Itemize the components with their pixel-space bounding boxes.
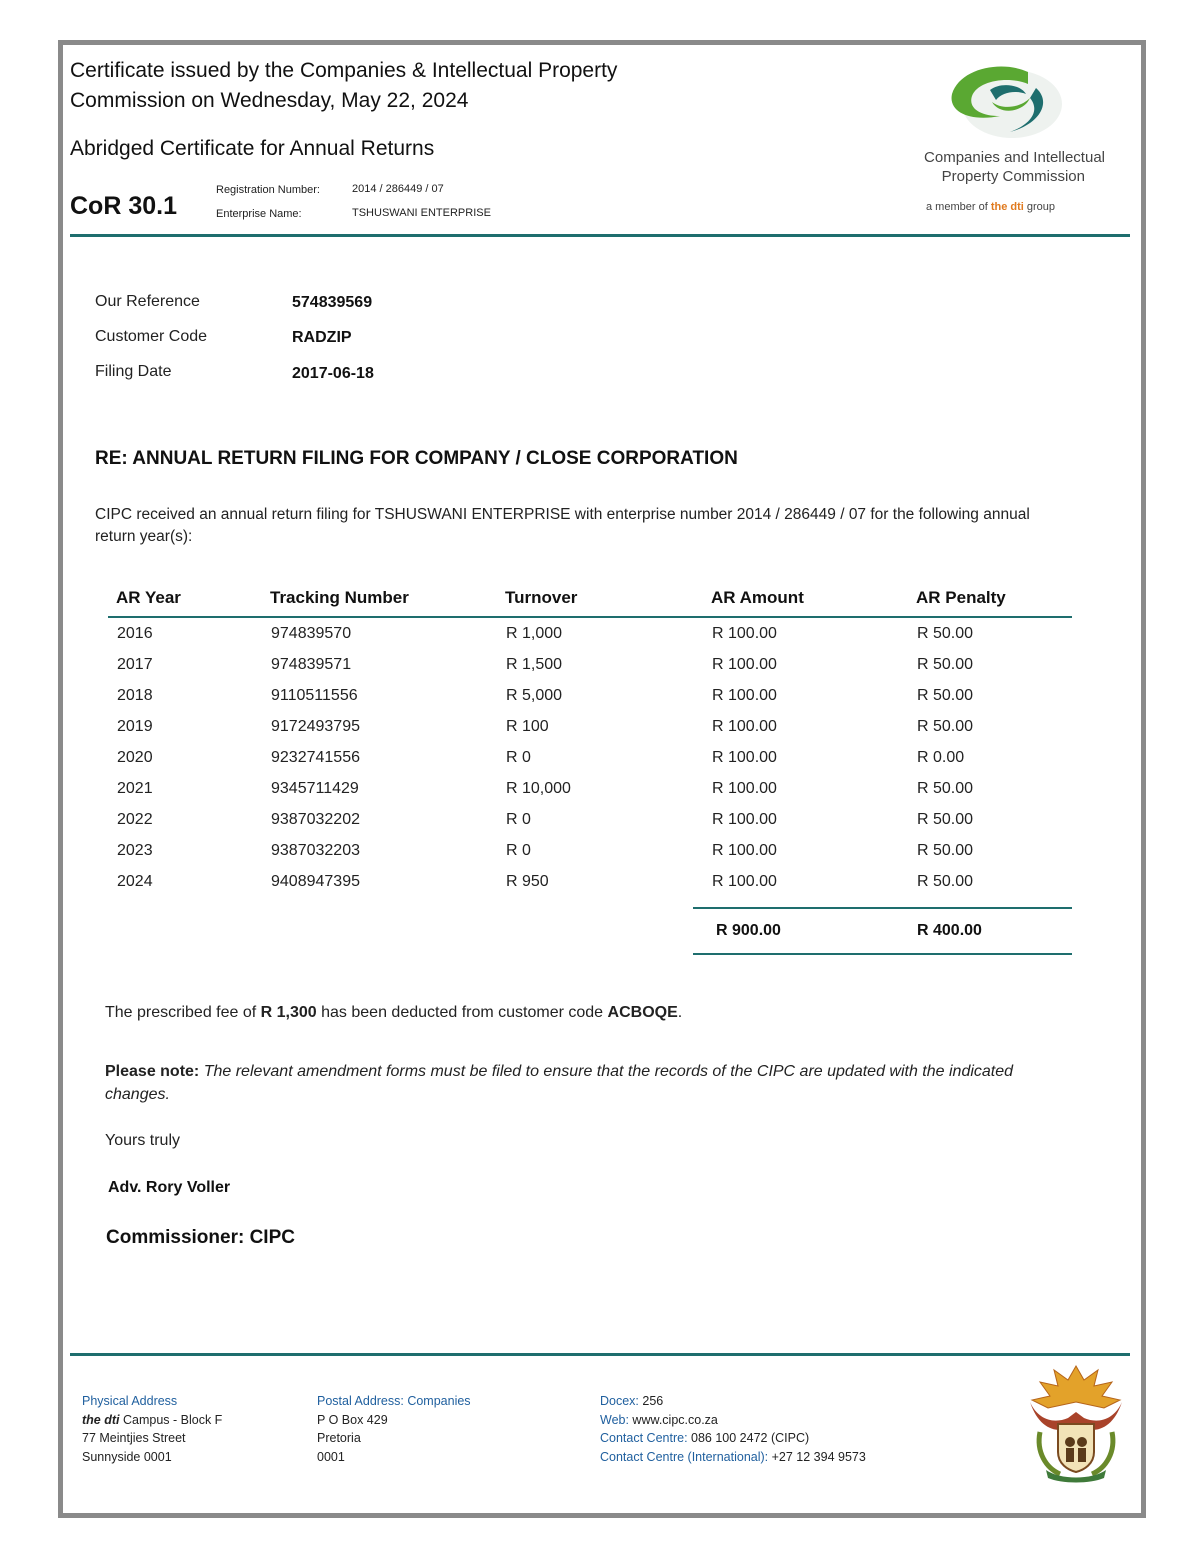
cell-turnover: R 5,000 [506, 686, 563, 704]
cell-tracking-number: 9408947395 [271, 872, 360, 890]
cell-ar-amount: R 100.00 [712, 686, 777, 704]
cipc-logo-icon [940, 54, 1070, 146]
cell-tracking-number: 9345711429 [271, 779, 359, 797]
physical-line-2: 77 Meintjies Street [82, 1431, 186, 1445]
cell-ar-penalty: R 50.00 [917, 841, 974, 859]
cell-tracking-number: 9387032202 [271, 810, 360, 828]
cell-ar-year: 2020 [117, 748, 153, 766]
docex-value: 256 [638, 1394, 664, 1408]
title-line-1: Certificate issued by the Companies & Intellectual Property [70, 59, 618, 82]
cell-turnover: R 0 [506, 841, 531, 859]
cell-ar-year: 2023 [117, 841, 153, 859]
customer-code-label: Customer Code [95, 328, 208, 345]
table-row [108, 711, 1072, 742]
col-ar-penalty: AR Penalty [908, 584, 1072, 617]
title-line-2: Commission on Wednesday, May 22, 2024 [70, 89, 469, 112]
cell-ar-amount: R 100.00 [712, 624, 777, 642]
contact-value: 086 100 2472 (CIPC) [687, 1431, 810, 1445]
physical-address [82, 1392, 222, 1466]
certificate-subtitle: Abridged Certificate for Annual Returns [70, 137, 435, 160]
cell-turnover: R 1,000 [506, 624, 563, 642]
cell-ar-year: 2024 [117, 872, 153, 890]
cell-ar-year: 2019 [117, 717, 153, 735]
cell-turnover: R 1,500 [506, 655, 563, 673]
cell-ar-penalty: R 50.00 [917, 686, 974, 704]
table-row [108, 617, 1072, 649]
member-tagline [926, 201, 1055, 213]
cell-ar-year: 2021 [117, 779, 153, 797]
postal-line-1: P O Box 429 [317, 1412, 388, 1427]
table-row [108, 742, 1072, 773]
annual-returns-table [108, 584, 1072, 897]
logo-line-2: Property Commission [941, 168, 1085, 185]
total-penalty: R 400.00 [917, 922, 982, 939]
cell-turnover: R 10,000 [506, 779, 571, 797]
docex-line [600, 1392, 866, 1411]
cell-ar-year: 2022 [117, 810, 153, 828]
cell-ar-amount: R 100.00 [712, 655, 777, 673]
table-row [108, 866, 1072, 897]
fee-middle: has been deducted from customer code [316, 1004, 608, 1021]
col-turnover: Turnover [497, 584, 703, 617]
cell-ar-penalty: R 50.00 [917, 655, 974, 673]
fee-amount: R 1,300 [260, 1004, 317, 1021]
cell-ar-amount: R 100.00 [712, 748, 777, 766]
cell-ar-penalty: R 0.00 [917, 748, 965, 766]
intl-contact-label: Contact Centre (International): [600, 1449, 769, 1464]
cell-ar-amount: R 100.00 [712, 841, 777, 859]
physical-line-3: Sunnyside 0001 [82, 1449, 172, 1464]
physical-line-1 [82, 1411, 222, 1430]
cell-tracking-number: 9172493795 [271, 717, 360, 735]
cell-turnover: R 0 [506, 810, 531, 828]
cell-ar-amount: R 100.00 [712, 717, 777, 735]
contact-label: Contact Centre: [600, 1431, 688, 1445]
note-label: Please note: [105, 1063, 200, 1080]
coat-of-arms-icon [1020, 1362, 1132, 1484]
please-note-paragraph [105, 1060, 1040, 1106]
member-suffix: group [1023, 201, 1056, 213]
total-rule-top [693, 907, 1072, 909]
postal-address-label: Postal Address: Companies [317, 1394, 471, 1408]
intro-paragraph: CIPC received an annual return filing for TSHUSWANI ENTERPRISE with enterprise number 2014 / 286449 / 07 for the following annual return year(s): [95, 506, 1030, 545]
contact-line [600, 1429, 866, 1448]
fee-paragraph [105, 1004, 682, 1022]
closing: Yours truly [105, 1132, 180, 1149]
cell-tracking-number: 9387032203 [271, 841, 360, 859]
registration-value: 2014 / 286449 / 07 [352, 183, 444, 195]
cell-ar-amount: R 100.00 [712, 779, 777, 797]
physical-address-label: Physical Address [82, 1394, 178, 1408]
cell-ar-penalty: R 50.00 [917, 872, 974, 890]
col-tracking-number: Tracking Number [262, 584, 497, 617]
logo-text [880, 148, 1105, 186]
certificate-title [70, 56, 617, 116]
col-ar-year: AR Year [108, 584, 262, 617]
cell-turnover: R 950 [506, 872, 549, 890]
enterprise-label: Enterprise Name: [216, 208, 302, 220]
cell-ar-penalty: R 50.00 [917, 717, 974, 735]
total-amount: R 900.00 [716, 922, 781, 939]
table-row [108, 773, 1072, 804]
cell-ar-year: 2017 [117, 655, 153, 673]
total-rule-bottom [693, 953, 1072, 955]
cell-ar-penalty: R 50.00 [917, 624, 974, 642]
cell-ar-penalty: R 50.00 [917, 779, 974, 797]
header-divider [70, 234, 1130, 237]
intl-contact-line [600, 1448, 866, 1467]
col-ar-amount: AR Amount [703, 584, 908, 617]
our-reference-value: 574839569 [292, 294, 373, 311]
cell-tracking-number: 9110511556 [271, 686, 358, 704]
filing-date-value: 2017-06-18 [292, 365, 374, 382]
filing-date-label: Filing Date [95, 363, 172, 380]
registration-label: Registration Number: [216, 184, 320, 196]
table-row [108, 804, 1072, 835]
physical-brand: the dti [82, 1412, 120, 1427]
customer-code-value: RADZIP [292, 329, 352, 346]
footer-divider [70, 1353, 1130, 1356]
cell-tracking-number: 9232741556 [271, 748, 360, 766]
docex-label: Docex: [600, 1394, 639, 1408]
signatory: Adv. Rory Voller [108, 1179, 231, 1196]
table-body [108, 617, 1072, 897]
fee-prefix: The prescribed fee of [105, 1004, 261, 1021]
postal-line-3: 0001 [317, 1449, 345, 1464]
table-row [108, 835, 1072, 866]
web-label: Web: [600, 1412, 629, 1427]
form-code: CoR 30.1 [70, 192, 177, 220]
our-reference-label: Our Reference [95, 293, 200, 310]
cell-turnover: R 100 [506, 717, 549, 735]
postal-address [317, 1392, 471, 1466]
commissioner-title: Commissioner: CIPC [106, 1227, 295, 1248]
enterprise-value: TSHUSWANI ENTERPRISE [352, 207, 491, 219]
web-link[interactable]: www.cipc.co.za [628, 1412, 718, 1427]
cell-ar-penalty: R 50.00 [917, 810, 974, 828]
fee-customer-code: ACBOQE [607, 1004, 678, 1021]
cell-ar-amount: R 100.00 [712, 872, 777, 890]
fee-suffix: . [677, 1004, 683, 1021]
cell-ar-year: 2018 [117, 686, 153, 704]
re-heading: RE: ANNUAL RETURN FILING FOR COMPANY / CLOSE CORPORATION [95, 448, 738, 469]
cell-ar-amount: R 100.00 [712, 810, 777, 828]
cell-ar-year: 2016 [117, 624, 153, 642]
web-line [600, 1411, 866, 1430]
physical-line-1-rest: Campus - Block F [119, 1412, 223, 1427]
intl-contact-value: +27 12 394 9573 [768, 1449, 866, 1464]
table-row [108, 649, 1072, 680]
postal-line-2: Pretoria [317, 1431, 361, 1445]
cell-tracking-number: 974839571 [271, 655, 352, 673]
table-row [108, 680, 1072, 711]
note-text: The relevant amendment forms must be filed to ensure that the records of the CIPC are updated with the indicated changes. [105, 1063, 1014, 1103]
cell-tracking-number: 974839570 [271, 624, 352, 642]
contact-info [600, 1392, 866, 1466]
cell-turnover: R 0 [506, 748, 531, 766]
member-brand: the dti [990, 201, 1024, 213]
table-header-row [108, 584, 1072, 617]
member-prefix: a member of [926, 201, 991, 213]
logo-line-1: Companies and Intellectual [924, 149, 1105, 166]
